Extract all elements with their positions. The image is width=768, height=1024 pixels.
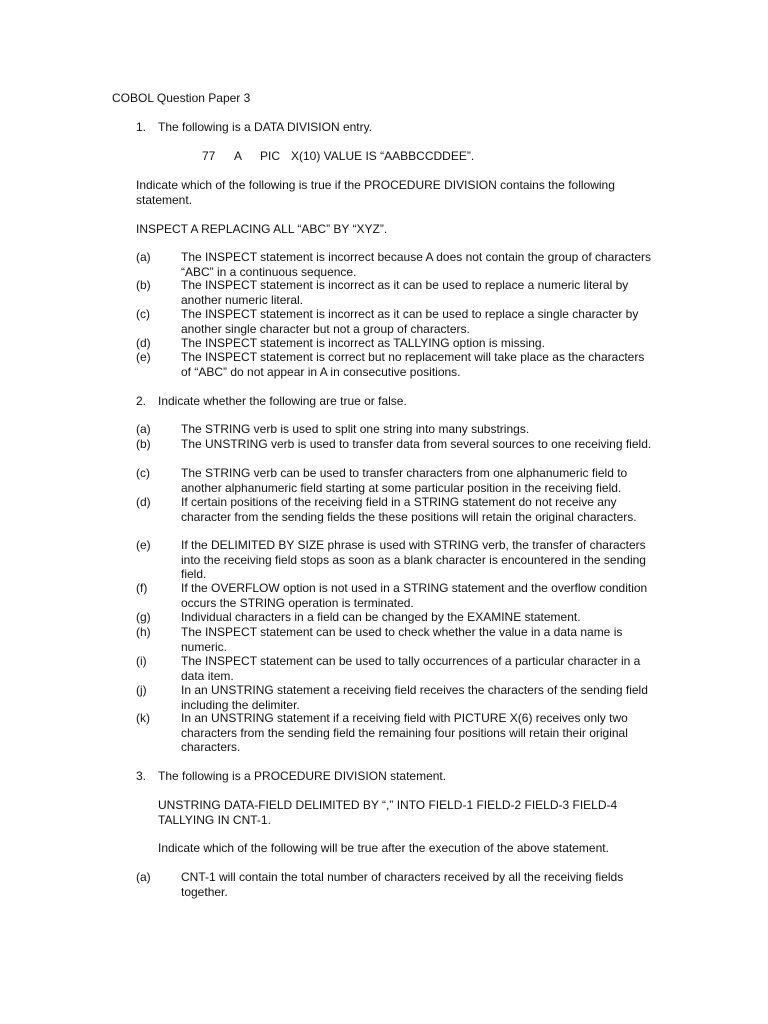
option-text: If the OVERFLOW option is not used in a STRING statement and the overflow condition occurs the STRING operation is terminated. <box>181 581 648 610</box>
option-text: In an UNSTRING statement if a receiving field with PICTURE X(6) receives only two characters from the sending field the remaining four positions will retain their original characters. <box>181 711 628 754</box>
option-text: The STRING verb is used to split one string into many substrings. <box>181 422 530 436</box>
page-title: COBOL Question Paper 3 <box>112 91 251 105</box>
option-label: (i) <box>136 654 147 668</box>
option-label: (d) <box>136 336 151 350</box>
option-label: (j) <box>136 683 147 697</box>
option-label: (c) <box>136 466 150 480</box>
option-label: (d) <box>136 495 151 509</box>
pic-keyword: PIC <box>260 149 281 163</box>
option-label: (k) <box>136 711 150 725</box>
option-label: (a) <box>136 870 151 884</box>
pic-clause: X(10) VALUE IS “AABBCCDDEE”. <box>291 149 475 163</box>
question-3-instruction: Indicate which of the following will be true after the execution of the above statement. <box>158 841 609 855</box>
option-text: In an UNSTRING statement a receiving field receives the characters of the sending field including the delimiter. <box>181 683 648 712</box>
option-label: (e) <box>136 538 151 552</box>
option-label: (h) <box>136 625 151 639</box>
option-text: The STRING verb can be used to transfer characters from one alphanumeric field to another alphanumeric field starting at some particular position in the receiving field. <box>181 466 628 495</box>
question-3-statement: UNSTRING DATA-FIELD DELIMITED BY “,” INTO FIELD-1 FIELD-2 FIELD-3 FIELD-4 TALLYING IN CNT-1. <box>158 798 618 827</box>
question-number: 1. <box>136 120 147 134</box>
option-text: The INSPECT statement is incorrect as TALLYING option is missing. <box>181 336 545 350</box>
option-label: (e) <box>136 350 151 364</box>
option-text: The UNSTRING verb is used to transfer data from several sources to one receiving field. <box>181 437 652 451</box>
option-text: The INSPECT statement can be used to check whether the value in a data name is numeric. <box>181 625 623 654</box>
option-label: (a) <box>136 250 151 264</box>
question-1-statement: INSPECT A REPLACING ALL “ABC” BY “XYZ”. <box>136 222 388 236</box>
question-text: The following is a PROCEDURE DIVISION statement. <box>158 769 447 783</box>
option-label: (a) <box>136 422 151 436</box>
option-text: The INSPECT statement is correct but no replacement will take place as the characters of “ABC” do not appear in A in consecutive positions. <box>181 350 645 379</box>
question-1-instruction: Indicate which of the following is true if the PROCEDURE DIVISION contains the following statement. <box>136 178 615 207</box>
option-text: Individual characters in a field can be changed by the EXAMINE statement. <box>181 610 581 624</box>
question-number: 2. <box>136 394 147 408</box>
option-label: (g) <box>136 610 151 624</box>
option-label: (c) <box>136 307 150 321</box>
option-label: (b) <box>136 437 151 451</box>
level-number: 77 <box>202 149 216 163</box>
option-text: CNT-1 will contain the total number of characters received by all the receiving fields together. <box>181 870 624 899</box>
option-text: The INSPECT statement is incorrect as it can be used to replace a numeric literal by another numeric literal. <box>181 278 629 307</box>
question-text: The following is a DATA DIVISION entry. <box>158 120 373 134</box>
question-number: 3. <box>136 769 147 783</box>
option-text: The INSPECT statement is incorrect because A does not contain the group of characters “ABC” in a continuous sequence. <box>181 250 652 279</box>
option-text: If certain positions of the receiving field in a STRING statement do not receive any character from the sending fields the these positions will retain the original characters. <box>181 495 637 524</box>
option-text: The INSPECT statement can be used to tally occurrences of a particular character in a data item. <box>181 654 641 683</box>
question-text: Indicate whether the following are true or false. <box>158 394 407 408</box>
option-label: (f) <box>136 581 148 595</box>
option-text: The INSPECT statement is incorrect as it can be used to replace a single character by another single character but not a group of characters. <box>181 307 639 336</box>
data-name: A <box>234 149 243 163</box>
option-label: (b) <box>136 278 151 292</box>
option-text: If the DELIMITED BY SIZE phrase is used with STRING verb, the transfer of characters into the receiving field stops as soon as a blank character is encountered in the sending field. <box>181 538 646 581</box>
